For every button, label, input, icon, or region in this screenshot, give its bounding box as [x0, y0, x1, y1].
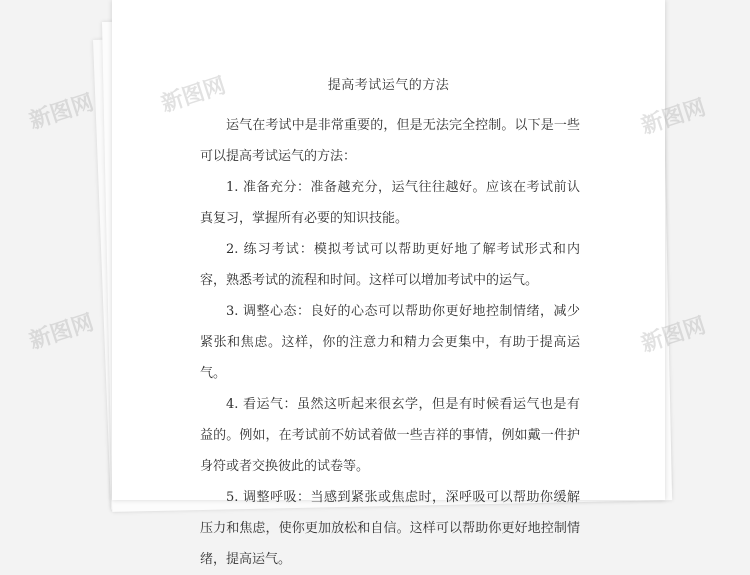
watermark: 新图网	[158, 73, 229, 118]
watermark: 新图网	[26, 90, 97, 135]
paragraph-tip-5: 5. 调整呼吸：当感到紧张或焦虑时，深呼吸可以帮助你缓解压力和焦虑，使你更加放松和自信。这样可以帮助你更好地控制情绪，提高运气。	[200, 490, 580, 567]
watermark: 新图网	[638, 95, 709, 140]
document-title: 提高考试运气的方法	[327, 78, 450, 93]
document-body	[200, 110, 580, 575]
paragraph-tip-4: 4. 看运气：虽然这听起来很玄学，但是有时候看运气也是有益的。例如，在考试前不妨试着做一些吉祥的事情，例如戴一件护身符或者交换彼此的试卷等。	[200, 397, 580, 474]
document-page	[112, 0, 665, 567]
watermark: 新图网	[26, 310, 97, 355]
paragraph-tip-3: 3. 调整心态：良好的心态可以帮助你更好地控制情绪，减少紧张和焦虑。这样，你的注意力和精力会更集中，有助于提高运气。	[200, 304, 580, 381]
paragraph-tip-1: 1. 准备充分：准备越充分，运气往往越好。应该在考试前认真复习，掌握所有必要的知识技能。	[200, 180, 580, 226]
paragraph-tip-2: 2. 练习考试：模拟考试可以帮助更好地了解考试形式和内容，熟悉考试的流程和时间。这样可以增加考试中的运气。	[200, 242, 580, 288]
paragraph-intro: 运气在考试中是非常重要的，但是无法完全控制。以下是一些可以提高考试运气的方法：	[200, 118, 580, 164]
watermark: 新图网	[638, 313, 709, 358]
